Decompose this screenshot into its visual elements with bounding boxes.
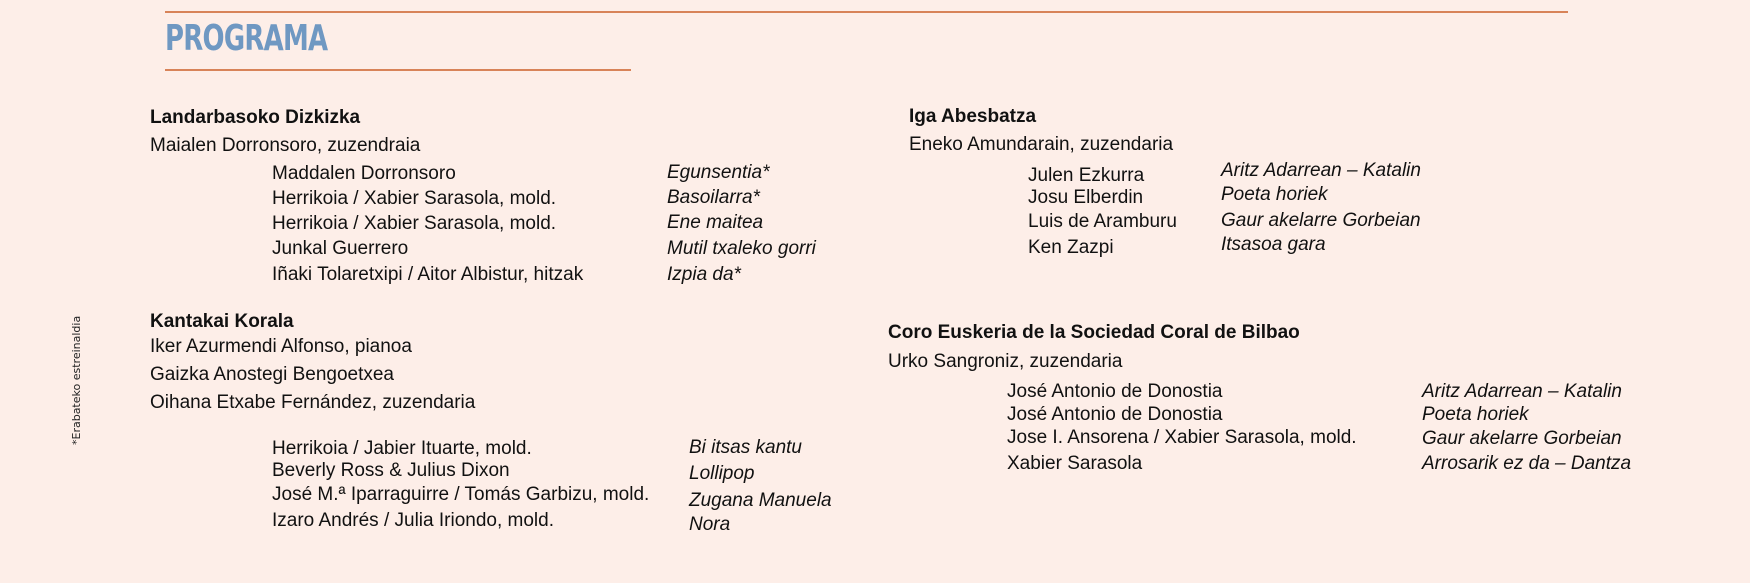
- piece-title: Itsasoa gara: [1221, 234, 1326, 255]
- premiere-footnote: *Erabateko estreinaldia: [70, 315, 83, 445]
- choir-director: Urko Sangroniz, zuzendaria: [888, 351, 1123, 372]
- title-underline: [165, 69, 631, 71]
- piece-composer: Ken Zazpi: [1028, 237, 1114, 258]
- piece-composer: Luis de Aramburu: [1028, 211, 1177, 232]
- piece-composer: Junkal Guerrero: [272, 238, 409, 259]
- choir-director: Eneko Amundarain, zuzendaria: [909, 134, 1174, 155]
- piece-composer: Beverly Ross & Julius Dixon: [272, 460, 510, 481]
- choir-name: Kantakai Korala: [150, 311, 294, 332]
- piece-composer: Izaro Andrés / Julia Iriondo, mold.: [272, 510, 554, 531]
- piece-title: Mutil txaleko gorri: [667, 238, 816, 259]
- choir-name: Landarbasoko Dizkizka: [150, 107, 361, 128]
- choir-credit: Gaizka Anostegi Bengoetxea: [150, 364, 395, 385]
- piece-title: Bi itsas kantu: [689, 437, 802, 458]
- piece-title: Arrosarik ez da – Dantza: [1422, 453, 1632, 474]
- piece-title: Lollipop: [689, 463, 755, 484]
- piece-title: Poeta horiek: [1422, 404, 1529, 425]
- piece-composer: Herrikoia / Xabier Sarasola, mold.: [272, 213, 557, 234]
- piece-composer: José Antonio de Donostia: [1007, 404, 1223, 425]
- piece-composer: Jose I. Ansorena / Xabier Sarasola, mold.: [1007, 427, 1357, 448]
- piece-composer: Julen Ezkurra: [1028, 165, 1145, 186]
- piece-title: Basoilarra*: [667, 187, 760, 208]
- piece-title: Aritz Adarrean – Katalin: [1422, 381, 1622, 402]
- top-rule: [165, 11, 1568, 13]
- choir-director: Maialen Dorronsoro, zuzendraia: [150, 135, 421, 156]
- piece-title: Egunsentia*: [667, 162, 770, 183]
- piece-composer: José M.ª Iparraguirre / Tomás Garbizu, mold.: [272, 484, 650, 505]
- choir-name: Iga Abesbatza: [909, 106, 1037, 127]
- choir-name: Coro Euskeria de la Sociedad Coral de Bilbao: [888, 322, 1300, 343]
- piece-composer: Herrikoia / Jabier Ituarte, mold.: [272, 438, 532, 459]
- piece-title: Nora: [689, 514, 731, 535]
- piece-title: Ene maitea: [667, 212, 764, 233]
- choir-credit: Oihana Etxabe Fernández, zuzendaria: [150, 392, 476, 413]
- piece-title: Gaur akelarre Gorbeian: [1221, 210, 1421, 231]
- piece-composer: Xabier Sarasola: [1007, 453, 1143, 474]
- page-title: PROGRAMA: [165, 18, 328, 59]
- piece-title: Izpia da*: [667, 264, 741, 285]
- piece-composer: Maddalen Dorronsoro: [272, 163, 456, 184]
- piece-title: Zugana Manuela: [689, 490, 832, 511]
- piece-title: Gaur akelarre Gorbeian: [1422, 428, 1622, 449]
- piece-composer: Herrikoia / Xabier Sarasola, mold.: [272, 188, 557, 209]
- piece-composer: Josu Elberdin: [1028, 187, 1144, 208]
- piece-title: Poeta horiek: [1221, 184, 1328, 205]
- piece-composer: José Antonio de Donostia: [1007, 381, 1223, 402]
- choir-credit: Iker Azurmendi Alfonso, pianoa: [150, 336, 412, 357]
- piece-title: Aritz Adarrean – Katalin: [1221, 160, 1421, 181]
- piece-composer: Iñaki Tolaretxipi / Aitor Albistur, hitzak: [272, 264, 584, 285]
